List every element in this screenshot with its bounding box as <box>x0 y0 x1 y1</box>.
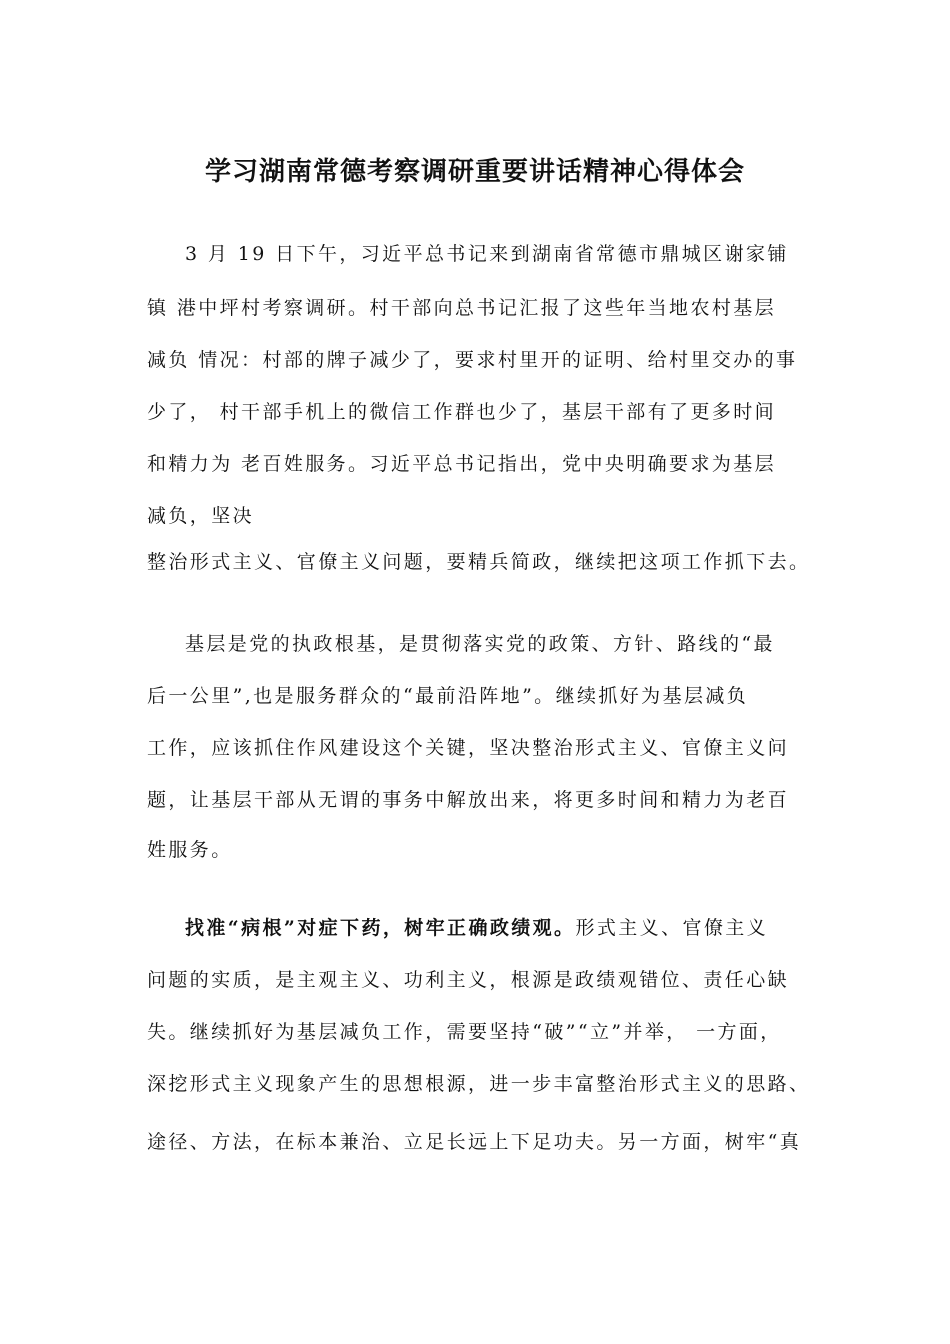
paragraph-1-line-1: 3 月 19 日下午，习近平总书记来到湖南省常德市鼎城区谢家铺 <box>185 243 789 265</box>
paragraph-2-line-1: 基层是党的执政根基，是贯彻落实党的政策、方针、路线的“最 <box>185 633 775 655</box>
paragraph-1-line-2: 镇 港中坪村考察调研。村干部向总书记汇报了这些年当地农村基层 <box>147 297 777 319</box>
paragraph-3-line-4: 深挖形式主义现象产生的思想根源，进一步丰富整治形式主义的思路、 <box>147 1073 811 1095</box>
paragraph-1-line-7: 整治形式主义、官僚主义问题，要精兵简政，继续把这项工作抓下去。 <box>147 551 811 573</box>
document-title: 学习湖南常德考察调研重要讲话精神心得体会 <box>204 157 745 187</box>
paragraph-3-first-rest: 形式主义、官僚主义 <box>575 917 769 939</box>
paragraph-1-line-6: 减负，坚决 <box>147 505 255 527</box>
paragraph-2-line-5: 姓服务。 <box>147 839 233 861</box>
paragraph-1-line-4: 少了， 村干部手机上的微信工作群也少了，基层干部有了更多时间 <box>147 401 777 423</box>
paragraph-3-line-5: 途径、方法，在标本兼治、立足长远上下足功夫。另一方面，树牢“真 <box>147 1131 802 1153</box>
paragraph-3-line-1 <box>185 914 768 942</box>
paragraph-3-lead: 找准“病根”对症下药，树牢正确政绩观。 <box>185 917 576 939</box>
paragraph-1-line-5: 和精力为 老百姓服务。习近平总书记指出，党中央明确要求为基层 <box>147 453 777 475</box>
paragraph-2-line-3: 工作，应该抓住作风建设这个关键，坚决整治形式主义、官僚主义问 <box>147 737 790 759</box>
paragraph-3-line-2: 问题的实质，是主观主义、功利主义，根源是政绩观错位、责任心缺 <box>147 969 790 991</box>
paragraph-1-line-3: 减负 情况：村部的牌子减少了，要求村里开的证明、给村里交办的事 <box>147 349 798 371</box>
paragraph-2-line-2: 后一公里”,也是服务群众的“最前沿阵地”。继续抓好为基层减负 <box>147 685 749 707</box>
paragraph-2-line-4: 题，让基层干部从无谓的事务中解放出来，将更多时间和精力为老百 <box>147 789 790 811</box>
paragraph-3-line-3: 失。继续抓好为基层减负工作，需要坚持“破”“立”并举， 一方面， <box>147 1021 782 1043</box>
